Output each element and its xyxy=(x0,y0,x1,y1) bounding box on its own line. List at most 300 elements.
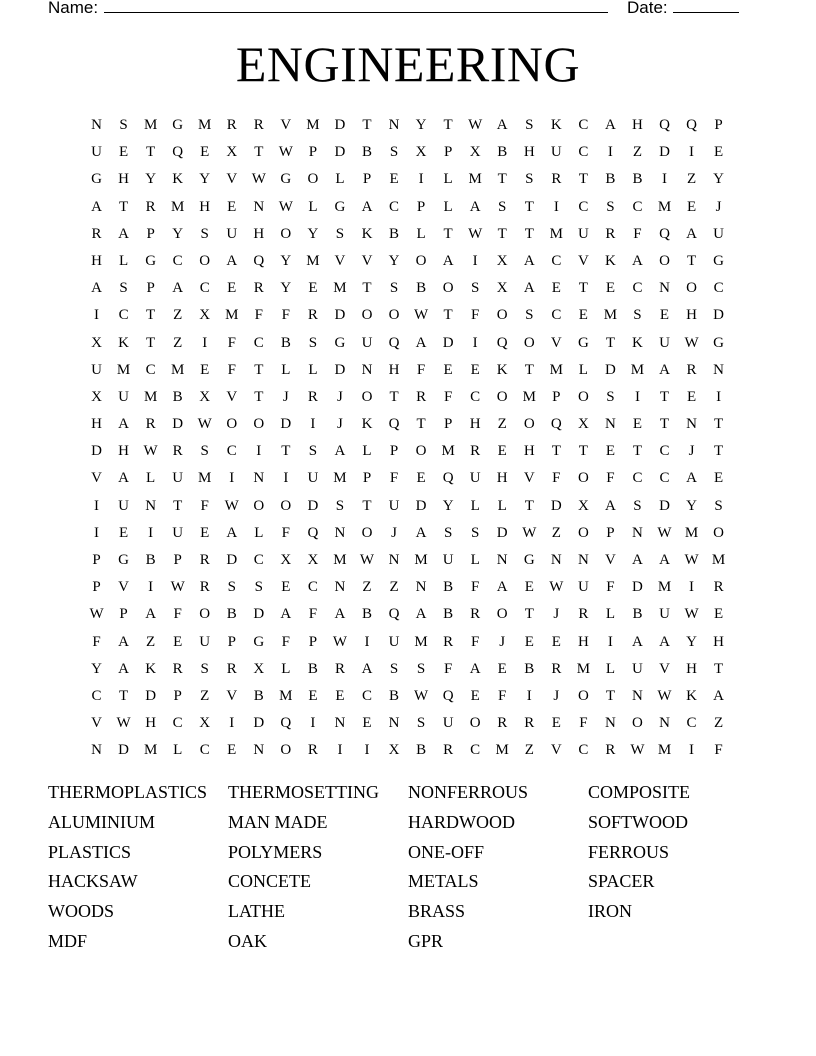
grid-letter: B xyxy=(361,606,372,623)
grid-letter: A xyxy=(91,198,102,215)
grid-letter: I xyxy=(202,334,208,351)
grid-letter: M xyxy=(495,742,509,759)
grid-letter: C xyxy=(91,687,102,704)
word-list xyxy=(48,778,788,957)
grid-letter: R xyxy=(307,307,318,324)
grid-letter: Y xyxy=(442,497,454,514)
grid-letter: Z xyxy=(714,715,724,732)
grid-letter: C xyxy=(632,470,643,487)
grid-letter: N xyxy=(415,579,427,596)
grid-letter: F xyxy=(633,225,642,242)
grid-letter: G xyxy=(713,334,725,351)
grid-letter: M xyxy=(657,742,672,759)
grid-letter: A xyxy=(118,225,129,242)
grid-letter: F xyxy=(552,470,561,487)
grid-letter: N xyxy=(253,470,265,487)
grid-letter: Q xyxy=(442,470,454,487)
word-list-item: METALS xyxy=(408,871,479,892)
word-list-item: BRASS xyxy=(408,901,466,922)
grid-letter: G xyxy=(334,334,346,351)
grid-letter: F xyxy=(471,307,480,324)
grid-letter: J xyxy=(499,633,506,650)
grid-letter: V xyxy=(226,687,238,704)
grid-letter: E xyxy=(524,579,534,596)
grid-letter: N xyxy=(496,552,508,568)
grid-letter: A xyxy=(442,252,454,269)
grid-letter: H xyxy=(523,443,535,460)
grid-letter: S xyxy=(606,198,615,215)
grid-letter: A xyxy=(469,660,481,677)
grid-letter: B xyxy=(632,606,643,623)
grid-letter: E xyxy=(551,633,561,650)
grid-letter: D xyxy=(334,144,346,161)
grid-letter: T xyxy=(146,307,156,324)
grid-letter: R xyxy=(713,579,724,596)
grid-letter: I xyxy=(607,144,613,161)
grid-letter: S xyxy=(525,307,534,324)
grid-letter: G xyxy=(577,334,589,351)
grid-letter: R xyxy=(226,117,237,133)
grid-letter: L xyxy=(605,660,615,677)
grid-letter: M xyxy=(225,307,239,324)
grid-letter: C xyxy=(632,280,643,297)
grid-letter: T xyxy=(254,388,264,405)
grid-letter: R xyxy=(226,660,237,677)
grid-letter: C xyxy=(578,144,589,161)
grid-letter: Z xyxy=(173,307,183,324)
grid-letter: I xyxy=(229,715,235,732)
grid-letter: B xyxy=(416,742,427,759)
grid-letter: T xyxy=(254,144,264,161)
grid-letter: N xyxy=(686,416,697,433)
grid-letter: A xyxy=(604,497,616,514)
grid-letter: X xyxy=(415,144,427,161)
grid-letter: I xyxy=(662,171,667,188)
grid-row xyxy=(83,465,733,492)
grid-letter: O xyxy=(280,742,292,759)
grid-letter: U xyxy=(388,633,400,650)
grid-letter: B xyxy=(280,334,291,351)
grid-letter: E xyxy=(335,687,345,704)
grid-letter: I xyxy=(256,443,262,460)
grid-letter: J xyxy=(553,606,560,623)
grid-letter: X xyxy=(199,388,211,405)
grid-letter: T xyxy=(714,443,724,460)
grid-letter: J xyxy=(688,443,695,460)
grid-letter: W xyxy=(116,715,131,732)
grid-letter: B xyxy=(389,687,400,704)
grid-letter: R xyxy=(605,742,616,759)
grid-letter: M xyxy=(441,443,455,460)
grid-letter: H xyxy=(118,443,129,460)
grid-letter: M xyxy=(279,687,293,704)
grid-letter: R xyxy=(524,715,535,732)
grid-letter: F xyxy=(281,307,291,324)
grid-letter: E xyxy=(308,280,318,297)
grid-letter: C xyxy=(253,334,264,351)
word-search-grid xyxy=(83,112,733,765)
grid-letter: H xyxy=(632,117,643,133)
grid-letter: Z xyxy=(146,633,156,650)
grid-letter: L xyxy=(470,552,480,568)
grid-letter: V xyxy=(659,660,670,677)
grid-letter: O xyxy=(226,416,238,433)
grid-letter: Z xyxy=(173,334,183,351)
grid-letter: J xyxy=(337,416,343,433)
grid-letter: Y xyxy=(145,171,157,188)
grid-letter: F xyxy=(227,334,236,351)
grid-letter: S xyxy=(308,334,318,351)
grid-letter: Y xyxy=(91,660,102,677)
grid-letter: O xyxy=(469,715,481,732)
grid-letter: C xyxy=(551,307,562,324)
grid-letter: S xyxy=(416,660,426,677)
grid-letter: E xyxy=(686,388,697,405)
grid-letter: T xyxy=(524,361,534,378)
grid-letter: S xyxy=(389,280,399,297)
grid-letter: T xyxy=(416,416,426,433)
grid-letter: O xyxy=(632,715,643,732)
grid-letter: A xyxy=(496,117,508,133)
word-list-item: HACKSAW xyxy=(48,871,138,892)
grid-letter: L xyxy=(578,361,588,378)
grid-letter: T xyxy=(524,606,534,623)
grid-letter: T xyxy=(173,497,183,514)
grid-letter: J xyxy=(391,524,397,541)
grid-letter: K xyxy=(118,334,129,351)
grid-letter: O xyxy=(415,443,427,460)
word-list-item: SOFTWOOD xyxy=(588,811,689,832)
grid-letter: O xyxy=(523,334,535,351)
grid-letter: E xyxy=(200,144,210,161)
grid-letter: W xyxy=(197,416,212,433)
word-list-item: PLASTICS xyxy=(48,841,132,862)
grid-letter: T xyxy=(281,443,291,460)
grid-letter: W xyxy=(332,633,348,650)
word-list-item: THERMOSETTING xyxy=(228,782,379,802)
grid-letter: Q xyxy=(172,144,184,161)
grid-letter: F xyxy=(254,307,263,324)
grid-row xyxy=(83,710,733,737)
grid-row xyxy=(83,601,733,628)
grid-letter: O xyxy=(496,307,508,324)
grid-letter: T xyxy=(362,497,372,514)
grid-letter: F xyxy=(471,579,480,596)
grid-letter: I xyxy=(364,633,370,650)
grid-letter: B xyxy=(524,660,535,677)
grid-row xyxy=(83,139,733,166)
grid-letter: S xyxy=(389,660,399,677)
grid-letter: O xyxy=(686,280,697,297)
grid-letter: W xyxy=(170,579,185,596)
grid-row xyxy=(83,737,733,764)
grid-letter: X xyxy=(577,416,589,433)
grid-letter: W xyxy=(522,524,537,541)
grid-letter: H xyxy=(253,225,265,242)
grid-letter: S xyxy=(525,171,534,188)
word-list-item: MAN MADE xyxy=(228,811,328,832)
grid-letter: T xyxy=(524,198,534,215)
grid-letter: T xyxy=(443,117,453,133)
grid-letter: I xyxy=(94,524,100,541)
grid-letter: H xyxy=(686,307,697,324)
word-list-item: THERMOPLASTICS xyxy=(48,782,208,802)
grid-letter: T xyxy=(578,443,588,460)
grid-letter: M xyxy=(603,307,618,324)
grid-row xyxy=(83,194,733,221)
grid-letter: D xyxy=(659,144,670,161)
grid-letter: R xyxy=(551,171,562,188)
grid-letter: R xyxy=(686,361,697,378)
grid-letter: S xyxy=(335,497,345,514)
grid-letter: R xyxy=(443,633,454,650)
grid-letter: N xyxy=(388,715,400,732)
grid-letter: N xyxy=(253,742,265,759)
grid-row xyxy=(83,547,733,574)
grid-letter: V xyxy=(604,552,616,568)
grid-letter: E xyxy=(227,280,237,297)
grid-letter: R xyxy=(307,742,318,759)
grid-row xyxy=(83,112,733,139)
grid-letter: I xyxy=(148,579,154,596)
grid-letter: W xyxy=(251,171,266,188)
grid-letter: I xyxy=(337,742,343,759)
grid-letter: O xyxy=(577,388,589,405)
grid-letter: P xyxy=(92,579,101,596)
grid-letter: K xyxy=(686,687,697,704)
grid-letter: J xyxy=(282,388,289,405)
grid-letter: U xyxy=(172,470,184,487)
grid-letter: U xyxy=(361,334,373,351)
word-list-item: LATHE xyxy=(228,901,285,922)
grid-letter: N xyxy=(253,198,265,215)
word-list-item: OAK xyxy=(228,930,267,951)
grid-letter: Y xyxy=(280,280,292,297)
grid-letter: W xyxy=(143,443,158,460)
grid-letter: R xyxy=(578,606,589,623)
grid-letter: Y xyxy=(686,633,697,650)
grid-letter: W xyxy=(549,579,564,596)
grid-letter: R xyxy=(334,660,345,677)
word-list-item: HARDWOOD xyxy=(408,811,515,832)
grid-letter: O xyxy=(415,252,427,269)
grid-letter: W xyxy=(278,144,293,161)
grid-letter: U xyxy=(577,225,589,242)
grid-letter: B xyxy=(145,552,156,568)
grid-letter: F xyxy=(227,361,236,378)
grid-letter: T xyxy=(686,252,697,269)
grid-letter: I xyxy=(689,742,695,759)
grid-letter: D xyxy=(442,334,454,351)
grid-letter: T xyxy=(524,497,534,514)
word-list-item: COMPOSITE xyxy=(588,782,691,802)
grid-letter: M xyxy=(684,524,699,541)
grid-letter: M xyxy=(198,470,212,487)
grid-letter: V xyxy=(118,579,129,596)
grid-letter: H xyxy=(199,198,211,215)
grid-letter: M xyxy=(333,552,347,568)
grid-letter: E xyxy=(659,307,670,324)
grid-letter: L xyxy=(470,497,480,514)
grid-letter: R xyxy=(416,388,427,405)
grid-letter: J xyxy=(337,388,343,405)
grid-letter: N xyxy=(604,416,616,433)
grid-letter: I xyxy=(472,252,478,269)
grid-letter: I xyxy=(94,307,100,324)
grid-letter: V xyxy=(91,715,102,732)
grid-letter: T xyxy=(632,443,643,460)
grid-letter: O xyxy=(280,497,292,514)
grid-letter: D xyxy=(253,606,265,623)
grid-letter: E xyxy=(605,280,615,297)
grid-letter: Y xyxy=(280,252,292,269)
grid-letter: T xyxy=(605,687,615,704)
grid-letter: L xyxy=(443,171,453,188)
grid-letter: E xyxy=(200,361,210,378)
grid-letter: L xyxy=(254,524,264,541)
grid-letter: M xyxy=(198,117,212,133)
grid-letter: E xyxy=(551,280,561,297)
grid-letter: U xyxy=(659,334,670,351)
grid-letter: P xyxy=(173,687,182,704)
grid-letter: T xyxy=(146,144,156,161)
grid-letter: A xyxy=(118,660,129,677)
grid-letter: R xyxy=(253,280,264,297)
grid-letter: P xyxy=(227,633,236,650)
word-list-item: SPACER xyxy=(588,871,655,892)
grid-letter: C xyxy=(118,307,129,324)
grid-letter: U xyxy=(118,388,129,405)
grid-letter: D xyxy=(713,307,725,324)
grid-letter: M xyxy=(657,579,672,596)
grid-letter: A xyxy=(226,524,238,541)
grid-letter: E xyxy=(200,524,210,541)
grid-row xyxy=(83,384,733,411)
grid-letter: Q xyxy=(659,225,670,242)
grid-letter: I xyxy=(634,388,640,405)
grid-letter: E xyxy=(470,361,480,378)
grid-letter: A xyxy=(496,579,508,596)
grid-letter: E xyxy=(551,715,561,732)
grid-letter: M xyxy=(576,660,591,677)
grid-row xyxy=(83,629,733,656)
grid-letter: I xyxy=(283,470,289,487)
grid-letter: E xyxy=(173,633,183,650)
grid-letter: T xyxy=(551,443,561,460)
grid-letter: E xyxy=(578,307,588,324)
grid-letter: U xyxy=(659,606,670,623)
grid-letter: I xyxy=(716,388,722,405)
grid-letter: C xyxy=(389,198,400,215)
grid-letter: A xyxy=(118,633,129,650)
grid-letter: K xyxy=(496,361,508,378)
grid-letter: U xyxy=(577,579,589,596)
grid-letter: M xyxy=(333,470,347,487)
grid-letter: B xyxy=(443,579,454,596)
grid-letter: L xyxy=(308,198,318,215)
grid-letter: Q xyxy=(442,687,454,704)
grid-letter: U xyxy=(469,470,481,487)
grid-letter: D xyxy=(334,361,346,378)
grid-row xyxy=(83,656,733,683)
grid-letter: A xyxy=(523,252,535,269)
grid-letter: O xyxy=(496,388,508,405)
grid-letter: S xyxy=(606,388,615,405)
grid-letter: Q xyxy=(496,334,508,351)
grid-letter: A xyxy=(415,606,427,623)
grid-letter: E xyxy=(281,579,291,596)
grid-letter: T xyxy=(524,225,534,242)
grid-letter: V xyxy=(550,334,562,351)
grid-letter: A xyxy=(361,660,373,677)
grid-letter: B xyxy=(605,171,616,188)
grid-letter: L xyxy=(443,198,453,215)
grid-letter: G xyxy=(253,633,265,650)
grid-letter: A xyxy=(172,280,184,297)
grid-letter: P xyxy=(308,144,318,161)
grid-letter: P xyxy=(416,198,426,215)
grid-letter: X xyxy=(307,552,319,568)
word-list-item: FERROUS xyxy=(588,841,670,862)
grid-letter: Y xyxy=(713,171,725,188)
grid-letter: M xyxy=(306,117,320,133)
grid-letter: V xyxy=(91,470,102,487)
grid-letter: W xyxy=(684,334,699,351)
grid-letter: C xyxy=(659,470,670,487)
grid-letter: T xyxy=(118,198,129,215)
grid-letter: E xyxy=(497,660,507,677)
grid-letter: Z xyxy=(200,687,210,704)
grid-letter: N xyxy=(91,117,102,133)
grid-letter: A xyxy=(469,198,481,215)
grid-letter: P xyxy=(146,280,155,297)
grid-letter: S xyxy=(525,117,534,133)
grid-letter: C xyxy=(307,579,318,596)
grid-letter: R xyxy=(551,660,562,677)
grid-row xyxy=(83,574,733,601)
grid-letter: S xyxy=(335,225,345,242)
grid-letter: O xyxy=(361,388,373,405)
word-list-item: GPR xyxy=(408,930,444,951)
grid-letter: L xyxy=(118,252,129,269)
grid-letter: W xyxy=(684,552,699,568)
grid-letter: K xyxy=(550,117,562,133)
grid-letter: O xyxy=(442,280,454,297)
grid-letter: R xyxy=(307,388,318,405)
grid-letter: E xyxy=(416,470,426,487)
grid-row xyxy=(83,411,733,438)
grid-row xyxy=(83,520,733,547)
grid-letter: T xyxy=(443,307,453,324)
grid-letter: D xyxy=(145,687,157,704)
grid-letter: S xyxy=(308,443,318,460)
grid-letter: F xyxy=(606,579,615,596)
grid-letter: P xyxy=(146,225,155,242)
grid-letter: E xyxy=(470,687,480,704)
grid-letter: R xyxy=(497,715,508,732)
grid-letter: B xyxy=(389,225,400,242)
date-blank-line xyxy=(673,12,739,13)
grid-letter: E xyxy=(227,198,237,215)
grid-letter: F xyxy=(471,633,480,650)
grid-letter: O xyxy=(577,687,589,704)
grid-letter: O xyxy=(199,606,211,623)
grid-row xyxy=(83,357,733,384)
grid-letter: X xyxy=(199,715,211,732)
grid-letter: D xyxy=(632,579,643,596)
grid-letter: H xyxy=(145,715,157,732)
grid-letter: S xyxy=(200,225,209,242)
